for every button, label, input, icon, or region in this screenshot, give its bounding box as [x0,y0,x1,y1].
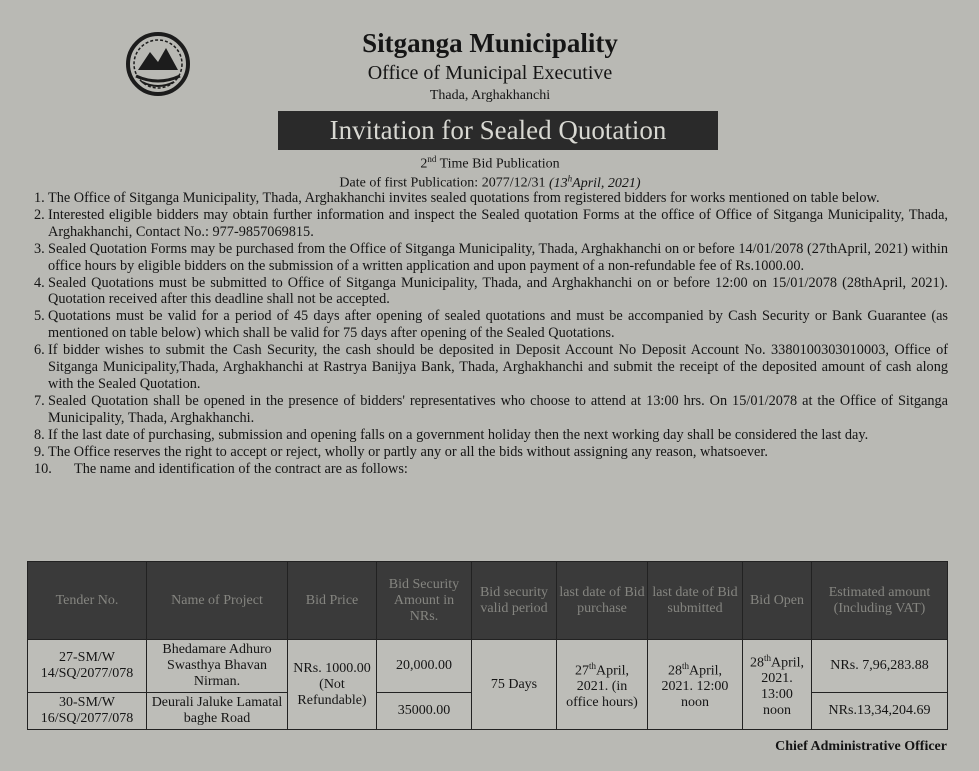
col-header-bid-open: Bid Open [743,562,812,640]
municipality-emblem-icon [120,30,196,98]
col-header-last-submit: last date of Bid submitted [648,562,743,640]
office-name: Office of Municipal Executive [367,62,613,84]
notice-title-banner [278,111,718,150]
clause-3: 3. Sealed Quotation Forms may be purchased from the Office of Sitganga Municipality, Thada, Arghakhanchi on or before 14/01/2078 (27thApril, 2021) within office hours by eligible bidders on the submission of a written application and upon payment of a non-refundable fee of Rs.1000.00. [34,240,948,274]
contract-table [27,561,948,730]
notice-title: Invitation for Sealed Quotation [329,115,667,145]
clause-5: 5. Quotations must be valid for a period of 45 days after opening of sealed quotations and must be accompanied by Cash Security or Bank Guarantee (as mentioned on table below) which shall be valid for 75 days after opening of the Sealed Quotations. [34,308,948,342]
clause-8: 8. If the last date of purchasing, submission and opening falls on a government holiday then the next working day shall be considered the last day. [34,426,869,443]
publication-line: 2nd Time Bid Publication [420,154,560,172]
first-publication-date: Date of first Publication: 2077/12/31 (13$^h$April, 2021) [339,173,641,191]
clause-9: 9. The Office reserves the right to accept or reject, wholly or partly any or all the bids without assigning any reason, whatsoever. [34,443,768,460]
col-header-bid-security: Bid Security Amount in NRs. [377,562,472,640]
security-cell: 20,000.00 [377,640,472,693]
estimated-cell: NRs. 7,96,283.88 [812,640,948,693]
clause-1: 1. The Office of Sitganga Municipality, Thada, Arghakhanchi invites sealed quotations from registered bidders for works mentioned on table below. [34,190,880,206]
col-header-tender-no: Tender No. [28,562,147,640]
table-row [28,640,948,693]
col-header-project: Name of Project [147,562,288,640]
municipality-name: Sitganga Municipality [362,28,618,58]
clause-7: 7. Sealed Quotation shall be opened in the presence of bidders' representatives who choose to attend at 13:00 hrs. On 15/01/2078 at the Office of Sitganga Municipality, Thada, Arghakhanchi. [34,392,948,426]
col-header-valid-period: Bid security valid period [472,562,557,640]
clause-2: 2. Interested eligible bidders may obtain further information and inspect the Sealed quotation Forms at the office of Office of Sitganga Municipality, Thada, Arghakhanchi, Contact No.: 977-9857069815. [34,206,948,240]
project-cell: Bhedamare Adhuro Swasthya Bhavan Nirman. [147,640,288,693]
notice-body [34,190,948,477]
project-cell: Deurali Jaluke Lamatal baghe Road [147,693,288,730]
clause-6: 6. If bidder wishes to submit the Cash Security, the cash should be deposited in Deposit Account No Deposit Account No. 3380100303010003, Office of Sitganga Municipality,Thada, Arghakhanchi at Rastrya Banijya Bank, Thada, Arghakhanchi and submit the receipt of the deposited amount of cash along with the Sealed Quotation. [34,342,948,392]
open-date-cell: 28thApril, 2021. 13:00 noon [743,640,812,730]
bid-price-cell: NRs. 1000.00 (Not Refundable) [288,640,377,730]
office-address: Thada, Arghakhanchi [429,88,551,103]
tender-no-cell: 27-SM/W 14/SQ/2077/078 [28,640,147,693]
clause-4: 4. Sealed Quotations must be submitted to Office of Sitganga Municipality, Thada, and Arghakhanchi on or before 12:00 on 15/01/2078 (28thApril, 2021). Quotation received after this deadline shall not be accepted. [34,274,948,308]
col-header-bid-price: Bid Price [288,562,377,640]
tender-no-cell: 30-SM/W 16/SQ/2077/078 [28,693,147,730]
signature-title: Chief Administrative Officer [775,739,947,754]
submit-date-cell: 28thApril, 2021. 12:00 noon [648,640,743,730]
security-cell: 35000.00 [377,693,472,730]
purchase-date-cell: 27thApril, 2021. (in office hours) [557,640,648,730]
clause-10: 10. The name and identification of the contract are as follows: [34,460,408,477]
col-header-estimated: Estimated amount (Including VAT) [812,562,948,640]
estimated-cell: NRs.13,34,204.69 [812,693,948,730]
table-header-row [28,562,948,640]
col-header-last-purchase: last date of Bid purchase [557,562,648,640]
valid-period-cell: 75 Days [472,640,557,730]
